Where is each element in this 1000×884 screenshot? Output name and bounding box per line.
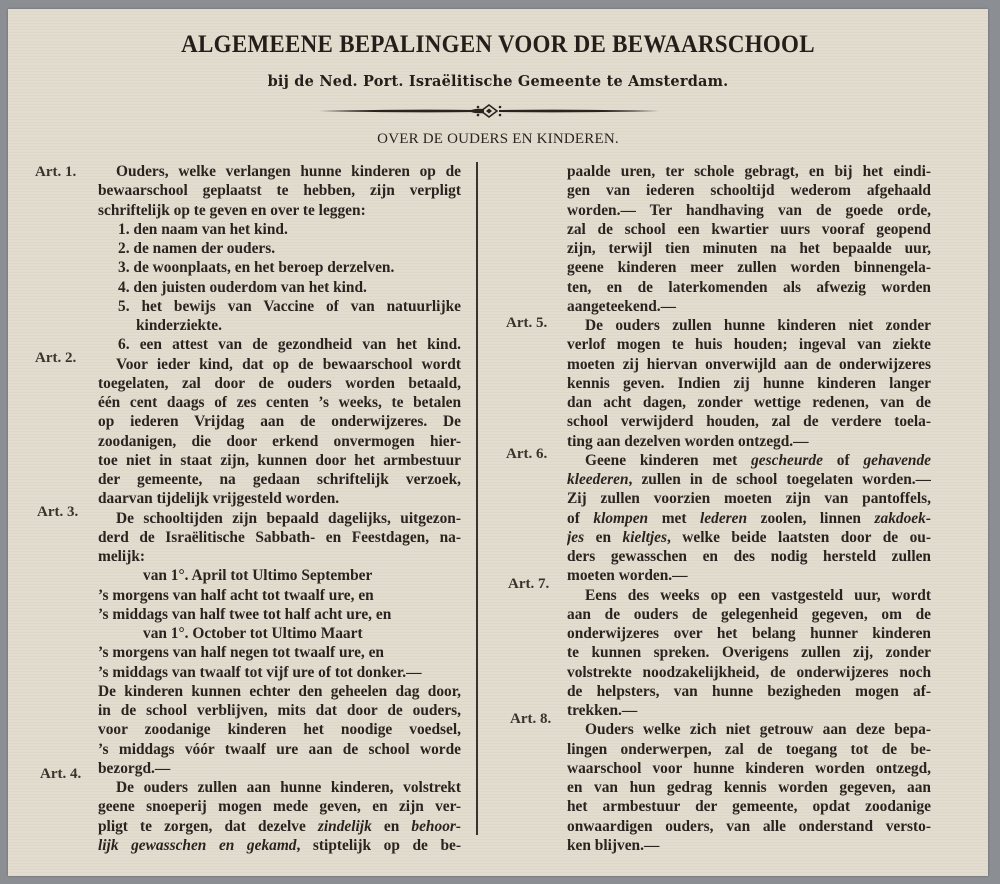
article-5-text: school verwijderd houden, zal de verdere toela- bbox=[567, 413, 931, 431]
article-4-text: zijn, terwijl tien minuten na het bepaalde uur, bbox=[567, 240, 931, 257]
article-3-text: in de school verblijven, mits dat door de ouders, bbox=[98, 702, 461, 719]
article-2-text: daarvan tijdelijk vrijgesteld worden. bbox=[98, 490, 340, 508]
article-7-text: onderwijzeres over het belang hunner kinderen bbox=[567, 625, 931, 642]
document-sheet bbox=[8, 9, 988, 876]
article-3-text: derd de Israëlitische Sabbath- en Feestdagen, na- bbox=[98, 528, 461, 546]
article-2-text: op iederen Vrijdag aan de onderwijzeres. De bbox=[98, 413, 461, 431]
article-4-text: aangeteekend.— bbox=[567, 297, 677, 315]
article-2-text: één cent daags of zes centen ’s weeks, te betalen bbox=[98, 394, 461, 411]
article-6-text: jes en kieltjes, welke beide laatsten door de ou- bbox=[567, 528, 931, 546]
article-5-text: kennis geven. Indien zij hunne kinderen langer bbox=[567, 374, 931, 392]
list-item: 1. den naam van het kind. bbox=[118, 220, 288, 238]
list-item: kinderziekte. bbox=[136, 317, 222, 334]
article-3-text: De schooltijden zijn bepaald dagelijks, uitgezon- bbox=[116, 509, 461, 527]
article-4-text: lijk gewasschen en gekamd, stiptelijk op de be- bbox=[98, 836, 461, 854]
schedule-line: ’s morgens van half negen tot twaalf ure, en bbox=[98, 644, 384, 662]
ornament-divider-icon bbox=[319, 104, 659, 118]
article-label: Art. 7. bbox=[508, 576, 550, 592]
list-item: 2. de namen der ouders. bbox=[118, 240, 276, 257]
article-5-text: De ouders zullen hunne kinderen niet zonder bbox=[585, 317, 931, 334]
article-6-text: Geene kinderen met gescheurde of gehavende bbox=[585, 451, 931, 469]
article-4-text: De ouders zullen aan hunne kinderen, volstrekt bbox=[116, 779, 461, 796]
article-7-text: de helpsters, van hunne bezigheden mogen af- bbox=[567, 682, 931, 700]
list-item: 6. een attest van de gezondheid van het kind. bbox=[118, 336, 461, 354]
article-2-text: toegelaten, zal door de ouders worden betaald, bbox=[98, 374, 461, 392]
article-7-text: trekken.— bbox=[567, 702, 638, 719]
article-6-text: kleederen, zullen in de school toegelaten worden.— bbox=[567, 471, 931, 488]
article-5-text: ting aan dezelven worden ontzegd.— bbox=[567, 432, 809, 450]
article-4-text: worden.— Ter handhaving van de goede orde, bbox=[567, 201, 931, 219]
article-1-text: schriftelijk op te geven en over te leggen: bbox=[98, 201, 366, 219]
article-4-text: pligt te zorgen, dat dezelve zindelijk en behoor- bbox=[98, 817, 461, 835]
article-3-text: voor zoodanige kinderen het noodige voedsel, bbox=[98, 721, 461, 739]
right-column bbox=[567, 162, 931, 855]
schedule-line: ’s middags van half twee tot half acht ure, en bbox=[98, 605, 392, 623]
article-3-text: De kinderen kunnen echter den geheelen dag door, bbox=[98, 682, 461, 700]
list-item: 4. den juisten ouderdom van het kind. bbox=[118, 278, 367, 296]
article-3-text: ’s middags vóór twaalf ure aan de school worde bbox=[98, 740, 461, 758]
left-column bbox=[98, 162, 461, 855]
article-2-text: toe niet in staat zijn, kunnen door het armbestuur bbox=[98, 451, 461, 469]
document-title: ALGEMEENE BEPALINGEN VOOR DE BEWAARSCHOOL bbox=[181, 31, 815, 58]
schedule-line: van 1°. April tot Ultimo September bbox=[143, 567, 373, 585]
article-8-text: het armbestuur der gemeente, opdat zoodanige bbox=[567, 798, 931, 816]
article-8-text: Ouders welke zich niet getrouw aan deze bepa- bbox=[585, 721, 931, 739]
document-subtitle: bij de Ned. Port. Israëlitische Gemeente te Amsterdam. bbox=[267, 73, 729, 90]
article-5-text: dan acht dagen, zonder wettige redenen, van de bbox=[567, 394, 931, 411]
article-7-text: te kunnen spreken. Overigens zullen zij, zonder bbox=[567, 644, 931, 662]
list-item: 5. het bewijs van Vaccine of van natuurlijke bbox=[118, 297, 461, 315]
article-4-text: geene kinderen meer zullen worden binnengela- bbox=[567, 259, 931, 277]
schedule-line: ’s morgens van half acht tot twaalf ure, en bbox=[98, 586, 374, 604]
article-8-text: lingen onderwerpen, zal de toegang tot de be- bbox=[567, 740, 931, 758]
article-label: Art. 4. bbox=[40, 766, 82, 782]
article-2-text: der gemeente, na gedaan schriftelijk verzoek, bbox=[98, 471, 461, 488]
list-item: 3. de woonplaats, en het beroep derzelven. bbox=[118, 259, 395, 277]
section-heading: OVER DE OUDERS EN KINDEREN. bbox=[377, 131, 619, 147]
article-6-text: Zij zullen voorzien moeten zijn van pantoffels, bbox=[567, 490, 931, 508]
article-label: Art. 3. bbox=[37, 504, 79, 520]
article-label: Art. 2. bbox=[35, 350, 77, 366]
article-6-text: of klompen met lederen zoolen, linnen zakdoek- bbox=[567, 509, 931, 527]
article-6-text: moeten worden.— bbox=[567, 567, 688, 585]
article-5-text: verlof mogen te huis houden; ingeval van ziekte bbox=[567, 336, 931, 354]
article-3-text: bezorgd.— bbox=[98, 759, 171, 777]
article-2-text: Voor ieder kind, dat op de bewaarschool wordt bbox=[116, 355, 461, 373]
article-label: Art. 6. bbox=[506, 446, 548, 462]
article-4-text: paalde uren, ter schole gebragt, en bij het eindi- bbox=[567, 163, 931, 180]
schedule-line: ’s middags van twaalf tot vijf ure of tot donker.— bbox=[98, 663, 422, 681]
article-8-text: en van hun gedrag kennis worden gegeven, aan bbox=[567, 779, 931, 796]
article-5-text: moeten zij hiervan onverwijld aan de onderwijzeres bbox=[567, 355, 931, 373]
article-6-text: ders gewasschen en des nodig hersteld zullen bbox=[567, 548, 931, 565]
article-8-text: waarschool voor hunne kinderen worden ontzegd, bbox=[567, 759, 931, 777]
article-1-text: Ouders, welke verlangen hunne kinderen op de bbox=[116, 163, 461, 180]
article-4-text: zal de school een kwartier uurs vooraf geopend bbox=[567, 220, 931, 238]
article-4-text: ten, en de laterkomenden als afwezig worden bbox=[567, 278, 931, 296]
article-7-text: Eens des weeks op een vastgesteld uur, wordt bbox=[585, 586, 931, 604]
article-7-text: volstrekte noodzakelijkheid, de onderwijzeres noch bbox=[567, 663, 931, 681]
article-8-text: onwaardigen ouders, van alle onderstand versto- bbox=[567, 817, 931, 835]
article-4-text: geene snoeperij mogen mede geven, en zijn ver- bbox=[98, 798, 461, 816]
article-8-text: ken blijven.— bbox=[567, 836, 660, 854]
article-4-text: gen van iederen schooltijd wederom afgehaald bbox=[567, 182, 931, 200]
article-label: Art. 5. bbox=[506, 315, 548, 331]
article-2-text: zoodanigen, die door erkend onvermogen hier- bbox=[98, 432, 461, 450]
schedule-line: van 1°. October tot Ultimo Maart bbox=[143, 625, 363, 642]
column-divider bbox=[476, 162, 478, 835]
article-1-text: bewaarschool geplaatst te hebben, zijn verpligt bbox=[98, 182, 461, 200]
article-3-text: melijk: bbox=[98, 548, 146, 565]
article-label: Art. 1. bbox=[35, 164, 77, 180]
article-7-text: aan de ouders de gelegenheid gegeven, om de bbox=[567, 605, 931, 623]
article-label: Art. 8. bbox=[510, 711, 552, 727]
